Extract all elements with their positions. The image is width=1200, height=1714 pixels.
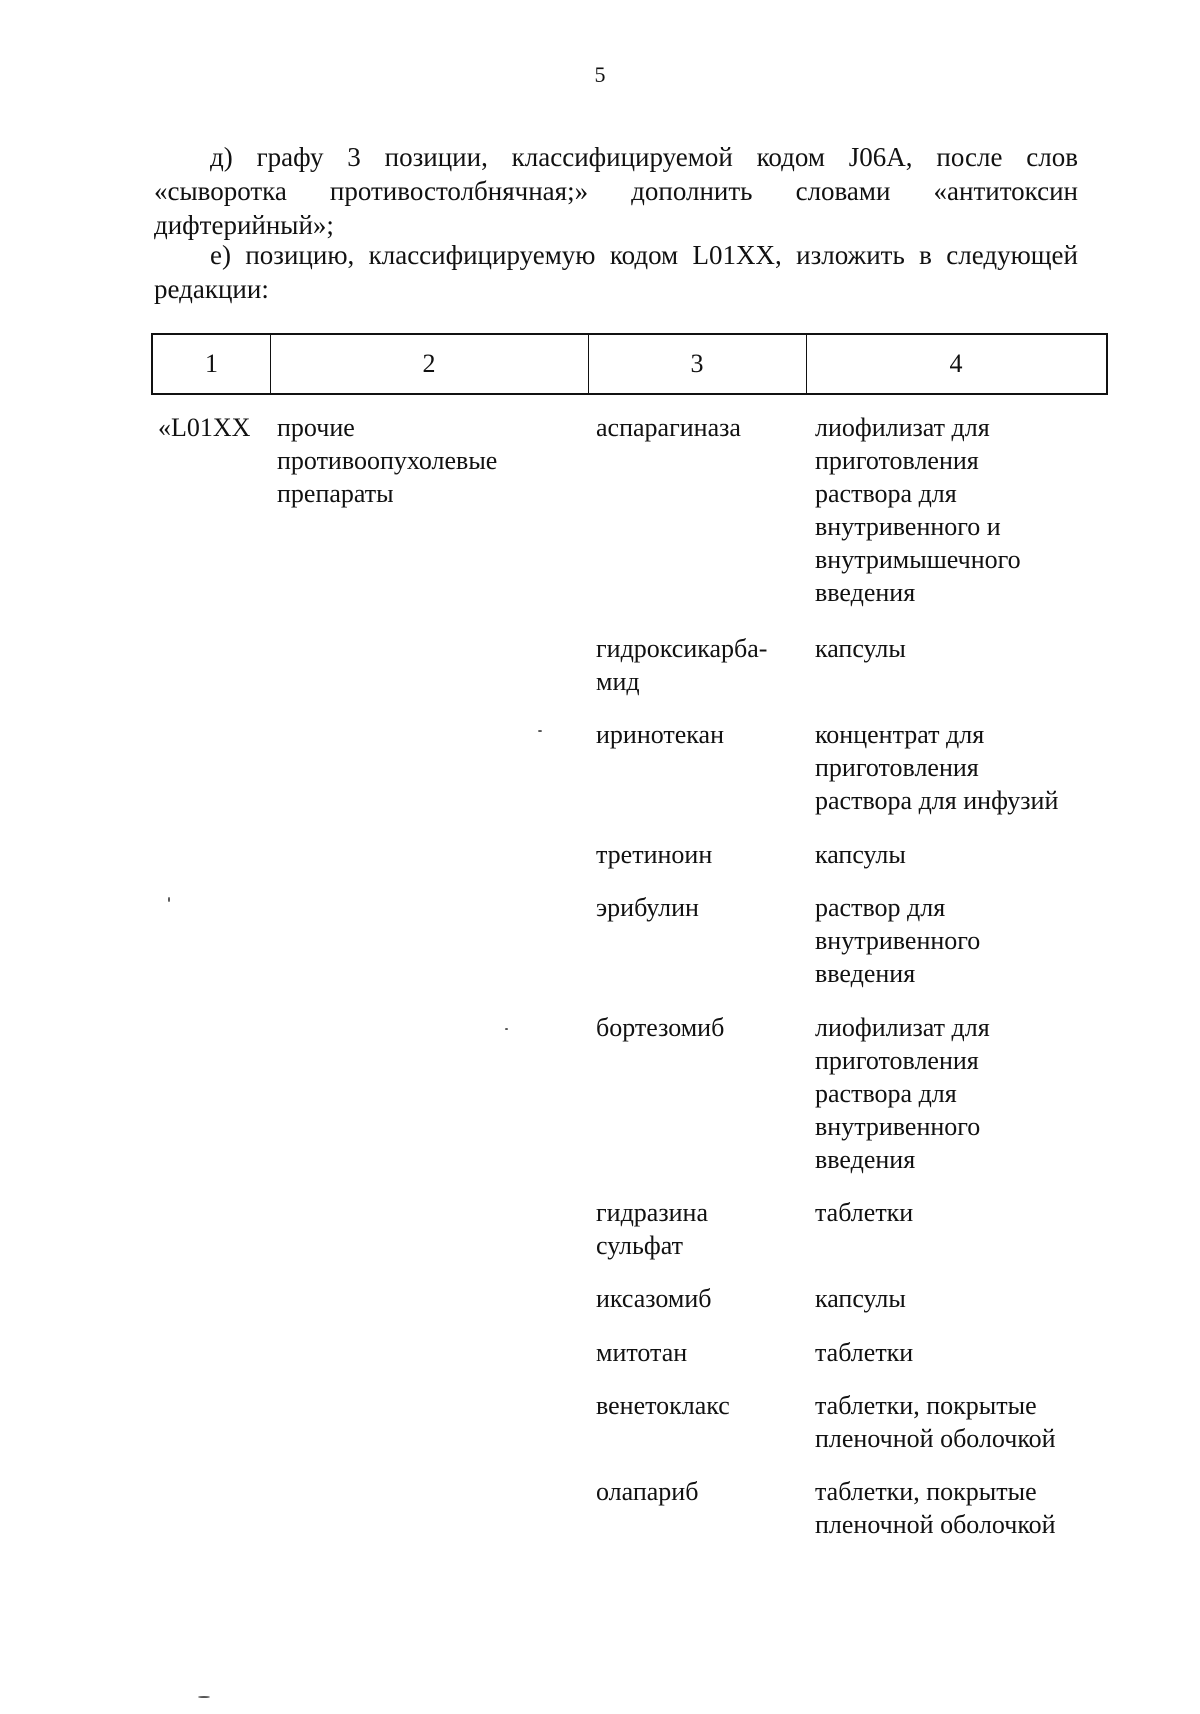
- drug-name: [596, 1389, 730, 1422]
- dosage-form-line: пленочной оболочкой: [815, 1510, 1056, 1539]
- classification-code: [158, 411, 250, 444]
- dosage-form: [815, 891, 980, 990]
- drug-name: [596, 1011, 724, 1044]
- dosage-form: [815, 1011, 990, 1176]
- paragraph-d-line: д) графу 3 позиции, классифицируемой кодом J06A, после слов: [210, 142, 1078, 172]
- scan-speck: [505, 1028, 508, 1030]
- drug-name: [596, 1196, 708, 1262]
- dosage-form-line: введения: [815, 959, 916, 988]
- dosage-form-line: лиофилизат для: [815, 1013, 990, 1042]
- drug-name: [596, 1282, 712, 1315]
- dosage-form-line: пленочной оболочкой: [815, 1424, 1056, 1453]
- dosage-form: [815, 1336, 913, 1369]
- dosage-form: [815, 1282, 906, 1315]
- dosage-form-line: раствора для инфузий: [815, 786, 1059, 815]
- paragraph-d: [154, 140, 1078, 242]
- drug-name-line: мид: [596, 667, 640, 696]
- drug-name-line: аспарагиназа: [596, 413, 741, 442]
- dosage-form: [815, 1389, 1056, 1455]
- dosage-form-line: внутривенного: [815, 926, 981, 955]
- dosage-form-line: таблетки: [815, 1338, 914, 1367]
- drug-name-line: гидроксикарба-: [596, 634, 768, 663]
- dosage-form-line: таблетки: [815, 1198, 914, 1227]
- scan-speck: [198, 1696, 210, 1698]
- dosage-form-line: таблетки, покрытые: [815, 1391, 1037, 1420]
- dosage-form: [815, 1196, 913, 1229]
- dosage-form-line: капсулы: [815, 840, 906, 869]
- dosage-form-line: внутривенного и: [815, 512, 1001, 541]
- dosage-form: [815, 718, 1058, 817]
- paragraph-d-line: «сыворотка противостолбнячная;» дополнить словами «антитоксин: [154, 176, 1078, 206]
- drug-name-line: сульфат: [596, 1231, 683, 1260]
- column-header-1: 1: [205, 349, 218, 378]
- group-name-line: препараты: [277, 479, 394, 508]
- dosage-form-line: внутримышечного: [815, 545, 1021, 574]
- drug-name-line: эрибулин: [596, 893, 699, 922]
- column-header-4: 4: [949, 349, 963, 378]
- dosage-form-line: внутривенного: [815, 1112, 981, 1141]
- dosage-form: [815, 411, 1021, 609]
- dosage-form-line: приготовления: [815, 446, 979, 475]
- drug-name-line: олапариб: [596, 1477, 699, 1506]
- scan-speck: [168, 897, 170, 902]
- drug-name-line: бортезомиб: [596, 1013, 725, 1042]
- paragraph-e-line: е) позицию, классифицируемую кодом L01XX, изложить в следующей: [210, 240, 1078, 270]
- dosage-form: [815, 1475, 1056, 1541]
- dosage-form-line: лиофилизат для: [815, 413, 990, 442]
- page-number: 5: [594, 62, 606, 87]
- dosage-form-line: капсулы: [815, 1284, 906, 1313]
- drug-name-line: иксазомиб: [596, 1284, 712, 1313]
- drug-name-line: иринотекан: [596, 720, 724, 749]
- drug-name-line: митотан: [596, 1338, 688, 1367]
- drug-name-line: венетоклакс: [596, 1391, 730, 1420]
- drug-name: [596, 1475, 698, 1508]
- drug-name: [596, 891, 699, 924]
- dosage-form-line: таблетки, покрытые: [815, 1477, 1037, 1506]
- group-name-line: противоопухолевые: [277, 446, 498, 475]
- paragraph-e: [154, 238, 1078, 306]
- dosage-form-line: концентрат для: [815, 720, 985, 749]
- column-header-3: 3: [690, 349, 704, 378]
- dosage-form-line: приготовления: [815, 1046, 979, 1075]
- drug-name: [596, 718, 724, 751]
- dosage-form-line: капсулы: [815, 634, 906, 663]
- dosage-form: [815, 838, 906, 871]
- group-name-line: прочие: [277, 413, 355, 442]
- group-name: [277, 411, 497, 510]
- dosage-form-line: приготовления: [815, 753, 979, 782]
- dosage-form: [815, 632, 906, 665]
- drug-name: [596, 838, 712, 871]
- classification-code-text: «L01XX: [158, 413, 251, 442]
- dosage-form-line: раствора для: [815, 479, 957, 508]
- scan-speck: [538, 730, 542, 732]
- paragraph-e-line: редакции:: [154, 274, 269, 304]
- drug-name: [596, 632, 767, 698]
- drug-name-line: гидразина: [596, 1198, 708, 1227]
- drug-name: [596, 411, 741, 444]
- dosage-form-line: раствора для: [815, 1079, 957, 1108]
- dosage-form-line: раствор для: [815, 893, 946, 922]
- paragraph-d-line: дифтерийный»;: [154, 210, 334, 240]
- drug-name-line: третиноин: [596, 840, 713, 869]
- dosage-form-line: введения: [815, 1145, 916, 1174]
- dosage-form-line: введения: [815, 578, 916, 607]
- drug-name: [596, 1336, 687, 1369]
- column-header-2: 2: [422, 349, 436, 378]
- column-header-table: [151, 333, 1108, 395]
